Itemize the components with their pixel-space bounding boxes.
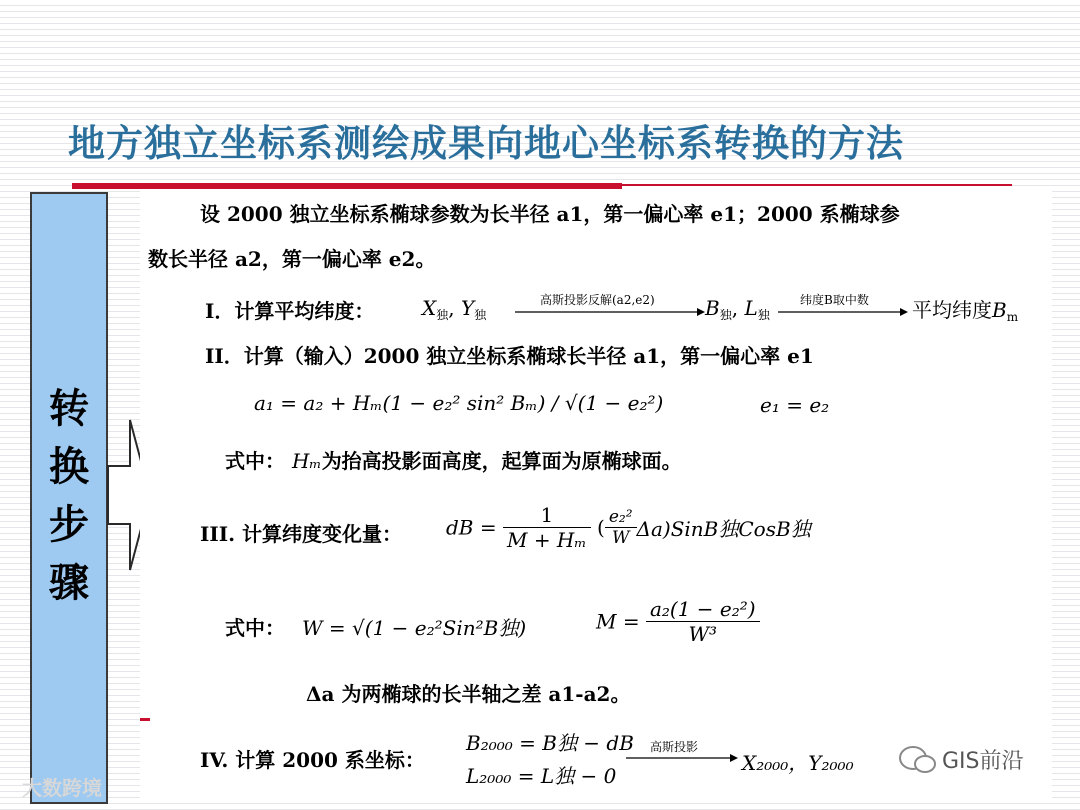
- title-accent-line: [622, 184, 1012, 186]
- step2-formula-a1: a₁ = a₂ + Hₘ(1 − e₂² sin² Bₘ) / √(1 − e₂²): [254, 391, 664, 415]
- side-label-char: 骤: [49, 560, 89, 606]
- step1-arrow1-label: 高斯投影反解(a2,e2): [540, 293, 655, 307]
- step1-xy: $X_独$, $Y_独$: [422, 296, 487, 322]
- title-accent-bar: [72, 183, 622, 189]
- step2-label: II．计算（输入）2000 独立坐标系椭球长半径 a1，第一偏心率 e1: [205, 344, 814, 368]
- step1-result: 平均纬度$B_m$: [912, 298, 1019, 324]
- step1-arrow2-icon: [778, 306, 908, 318]
- step3-w-formula: W = √(1 − e₂²Sin²B独): [302, 616, 527, 640]
- step4-label: IV. 计算 2000 系坐标：: [200, 748, 425, 772]
- step3-delta-note: Δa 为两椭球的长半轴之差 a1-a2。: [306, 682, 631, 706]
- content-panel: [140, 190, 1052, 802]
- step4-b-line: B₂₀₀₀ = B独 − dB: [466, 731, 634, 755]
- step3-formula: dB = $\frac{1}{\text{M + Hₘ}}$ ( $\frac{\text{e₂²}}{W}$ Δa)SinB独CosB独: [446, 503, 811, 552]
- corner-watermark: 大数跨境: [22, 776, 102, 800]
- step3-note-prefix: 式中：: [225, 616, 285, 640]
- step4-result: X₂₀₀₀，Y₂₀₀₀: [742, 751, 854, 775]
- slide-title: 地方独立坐标系测绘成果向地心坐标系转换的方法: [68, 122, 904, 165]
- step1-label: I．计算平均纬度：: [205, 299, 375, 323]
- side-label-char: 转: [49, 386, 89, 432]
- wechat-icon: [898, 744, 938, 776]
- wechat-source-label: GIS前沿: [942, 749, 1024, 774]
- accent-tick: [140, 718, 150, 721]
- step3-label: III. 计算纬度变化量：: [200, 522, 402, 546]
- intro-line-1: 设 2000 独立坐标系椭球参数为长半径 a1，第一偏心率 e1；2000 系椭球参: [200, 202, 900, 226]
- step2-note: 式中： Hₘ为抬高投影面高度，起算面为原椭球面。: [225, 449, 682, 473]
- step1-bl: $B_独$, $L_独$: [705, 296, 770, 322]
- step4-arrow-icon: [626, 752, 738, 764]
- intro-line-2: 数长半径 a2，第一偏心率 e2。: [148, 247, 436, 271]
- step2-formula-e1: e₁ = e₂: [760, 393, 830, 417]
- side-label-char: 步: [49, 502, 89, 548]
- side-label-char: 换: [49, 444, 89, 490]
- step1-arrow2-label: 纬度B取中数: [800, 293, 869, 307]
- step4-arrow-label: 高斯投影: [650, 740, 699, 754]
- step4-l-line: L₂₀₀₀ = L独 − 0: [466, 764, 617, 788]
- side-label: [30, 380, 108, 612]
- step3-m-formula: M = $\frac{\text{a₂(1 − e₂²)}}{\text{W³}}$: [596, 597, 760, 646]
- step1-arrow1-icon: [515, 306, 705, 318]
